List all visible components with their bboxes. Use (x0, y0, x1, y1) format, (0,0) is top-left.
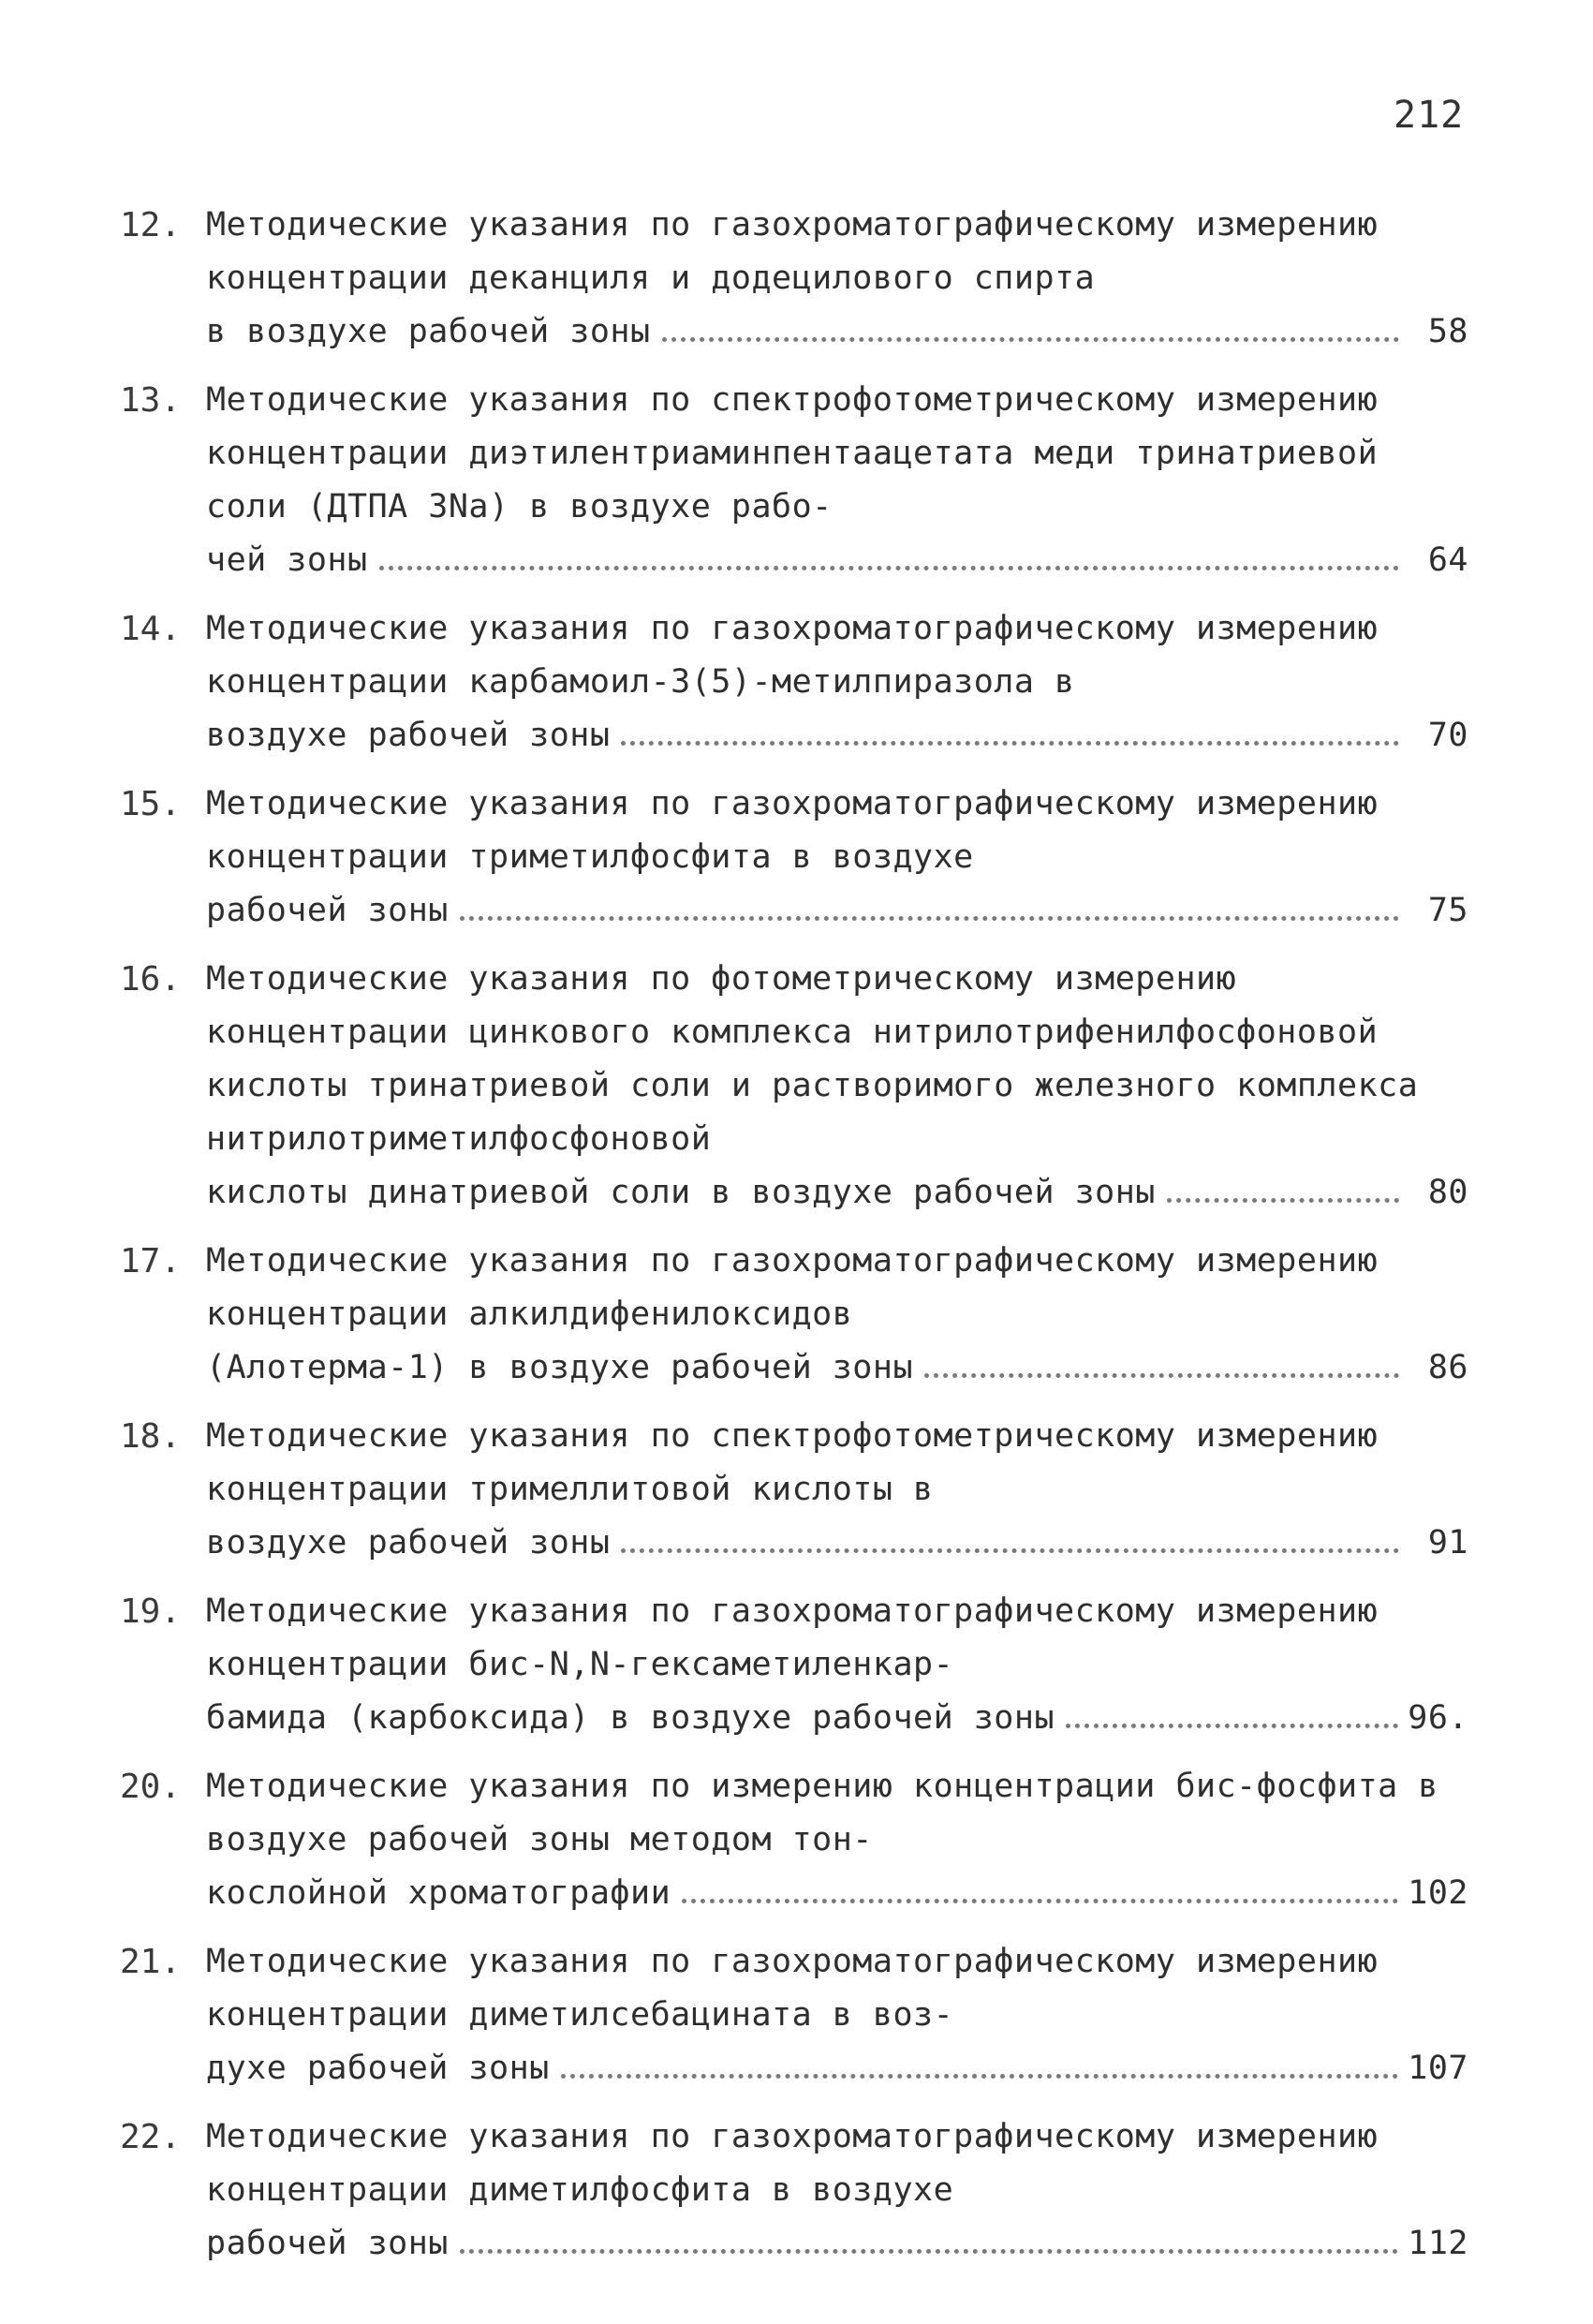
entry-number: 22. (120, 2118, 182, 2156)
entry-title: Методические указания по газохроматографическому измерению концентрации алкилдифенилоксидов (206, 1242, 1379, 1333)
entry-title: Методические указания по газохроматографическому измерению концентрации диметилсебацината в воз- (206, 1943, 1379, 2034)
entry-number: 20. (120, 1768, 182, 1806)
entry-title-end: в воздухе рабочей зоны (206, 313, 651, 350)
dot-leader (621, 741, 1399, 746)
entry-title-end: кислоты динатриевой соли в воздухе рабочей зоны (206, 1174, 1156, 1211)
entry-number: 17. (120, 1242, 182, 1280)
dot-leader (1066, 1724, 1398, 1728)
entry-page-number: 75 (1427, 892, 1468, 929)
entry-title-end: рабочей зоны (206, 2225, 449, 2262)
entry-page-number: 70 (1427, 717, 1468, 754)
entry-number: 15. (120, 785, 182, 823)
entry-title-end: духе рабочей зоны (206, 2050, 550, 2087)
toc-entry (120, 1410, 1468, 1570)
dot-leader (1167, 1198, 1399, 1203)
dot-leader (460, 2249, 1398, 2254)
entry-number: 19. (120, 1592, 182, 1631)
toc-entry (120, 1585, 1468, 1745)
entry-last-line (206, 1517, 1468, 1570)
dot-leader (682, 1899, 1398, 1903)
toc-entry (120, 199, 1468, 359)
toc-entry (120, 1935, 1468, 2095)
entry-number: 21. (120, 1943, 182, 1981)
dot-leader (379, 566, 1399, 570)
entry-number: 14. (120, 610, 182, 648)
entry-last-line (206, 534, 1468, 587)
entry-title-end: рабочей зоны (206, 892, 449, 929)
toc-entry (120, 777, 1468, 938)
toc-entry (120, 2110, 1468, 2271)
entry-title: Методические указания по спектрофотометрическому измерению концентрации тримеллитовой кислоты в (206, 1417, 1379, 1508)
entry-page-number: 96. (1408, 1699, 1468, 1737)
entry-number: 16. (120, 960, 182, 999)
dot-leader (924, 1373, 1399, 1378)
table-of-contents (120, 199, 1468, 2286)
dot-leader (561, 2074, 1399, 2079)
entry-title-end: чей зоны (206, 541, 368, 579)
entry-title-end: бамида (карбоксида) в воздухе рабочей зоны (206, 1699, 1055, 1737)
entry-last-line (206, 2217, 1468, 2271)
entry-title-end: кослойной хроматографии (206, 1874, 671, 1912)
entry-title-end: (Алотерма-1) в воздухе рабочей зоны (206, 1349, 914, 1386)
entry-last-line (206, 709, 1468, 762)
entry-page-number: 107 (1408, 2050, 1468, 2087)
page-number: 212 (1394, 94, 1465, 137)
entry-title: Методические указания по фотометрическому измерению концентрации цинкового комплекса нитрилотрифенилфосфоновой кислоты тринатриевой соли и растворимого железного комплекса нитрилотриметилфосфоновой (206, 960, 1419, 1158)
entry-last-line (206, 884, 1468, 938)
toc-entry (120, 1760, 1468, 1920)
entry-last-line (206, 305, 1468, 359)
entry-title: Методические указания по измерению концентрации бис-фосфита в воздухе рабочей зоны методом тон- (206, 1768, 1438, 1858)
entry-page-number: 102 (1408, 1874, 1468, 1912)
entry-title: Методические указания по спектрофотометрическому измерению концентрации диэтилентриаминпентаацетата меди тринатриевой соли (ДТПА 3Na) в воздухе рабо- (206, 381, 1379, 525)
entry-title-end: воздухе рабочей зоны (206, 1524, 611, 1562)
dot-leader (662, 337, 1399, 342)
entry-title: Методические указания по газохроматографическому измерению концентрации деканциля и додецилового спирта (206, 206, 1379, 297)
entry-title-end: воздухе рабочей зоны (206, 717, 611, 754)
dot-leader (460, 916, 1399, 921)
toc-entry (120, 374, 1468, 587)
entry-page-number: 64 (1427, 541, 1468, 579)
entry-last-line (206, 1166, 1468, 1220)
entry-title: Методические указания по газохроматографическому измерению концентрации бис-N,N-гексаметиленкар- (206, 1592, 1379, 1683)
entry-last-line (206, 1341, 1468, 1395)
entry-number: 12. (120, 206, 182, 244)
entry-title: Методические указания по газохроматографическому измерению концентрации карбамоил-3(5)-метилпиразола в (206, 610, 1379, 701)
dot-leader (621, 1548, 1399, 1553)
entry-page-number: 80 (1427, 1174, 1468, 1211)
entry-page-number: 112 (1408, 2225, 1468, 2262)
toc-entry (120, 1235, 1468, 1395)
entry-number: 18. (120, 1417, 182, 1456)
entry-page-number: 86 (1427, 1349, 1468, 1386)
entry-last-line (206, 2042, 1468, 2095)
entry-title: Методические указания по газохроматографическому измерению концентрации триметилфосфита в воздухе (206, 785, 1379, 876)
entry-last-line (206, 1692, 1468, 1745)
entry-last-line (206, 1867, 1468, 1920)
toc-entry (120, 953, 1468, 1220)
entry-number: 13. (120, 381, 182, 420)
entry-page-number: 91 (1427, 1524, 1468, 1562)
entry-page-number: 58 (1427, 313, 1468, 350)
toc-entry (120, 602, 1468, 762)
entry-title: Методические указания по газохроматографическому измерению концентрации диметилфосфита в воздухе (206, 2118, 1379, 2209)
